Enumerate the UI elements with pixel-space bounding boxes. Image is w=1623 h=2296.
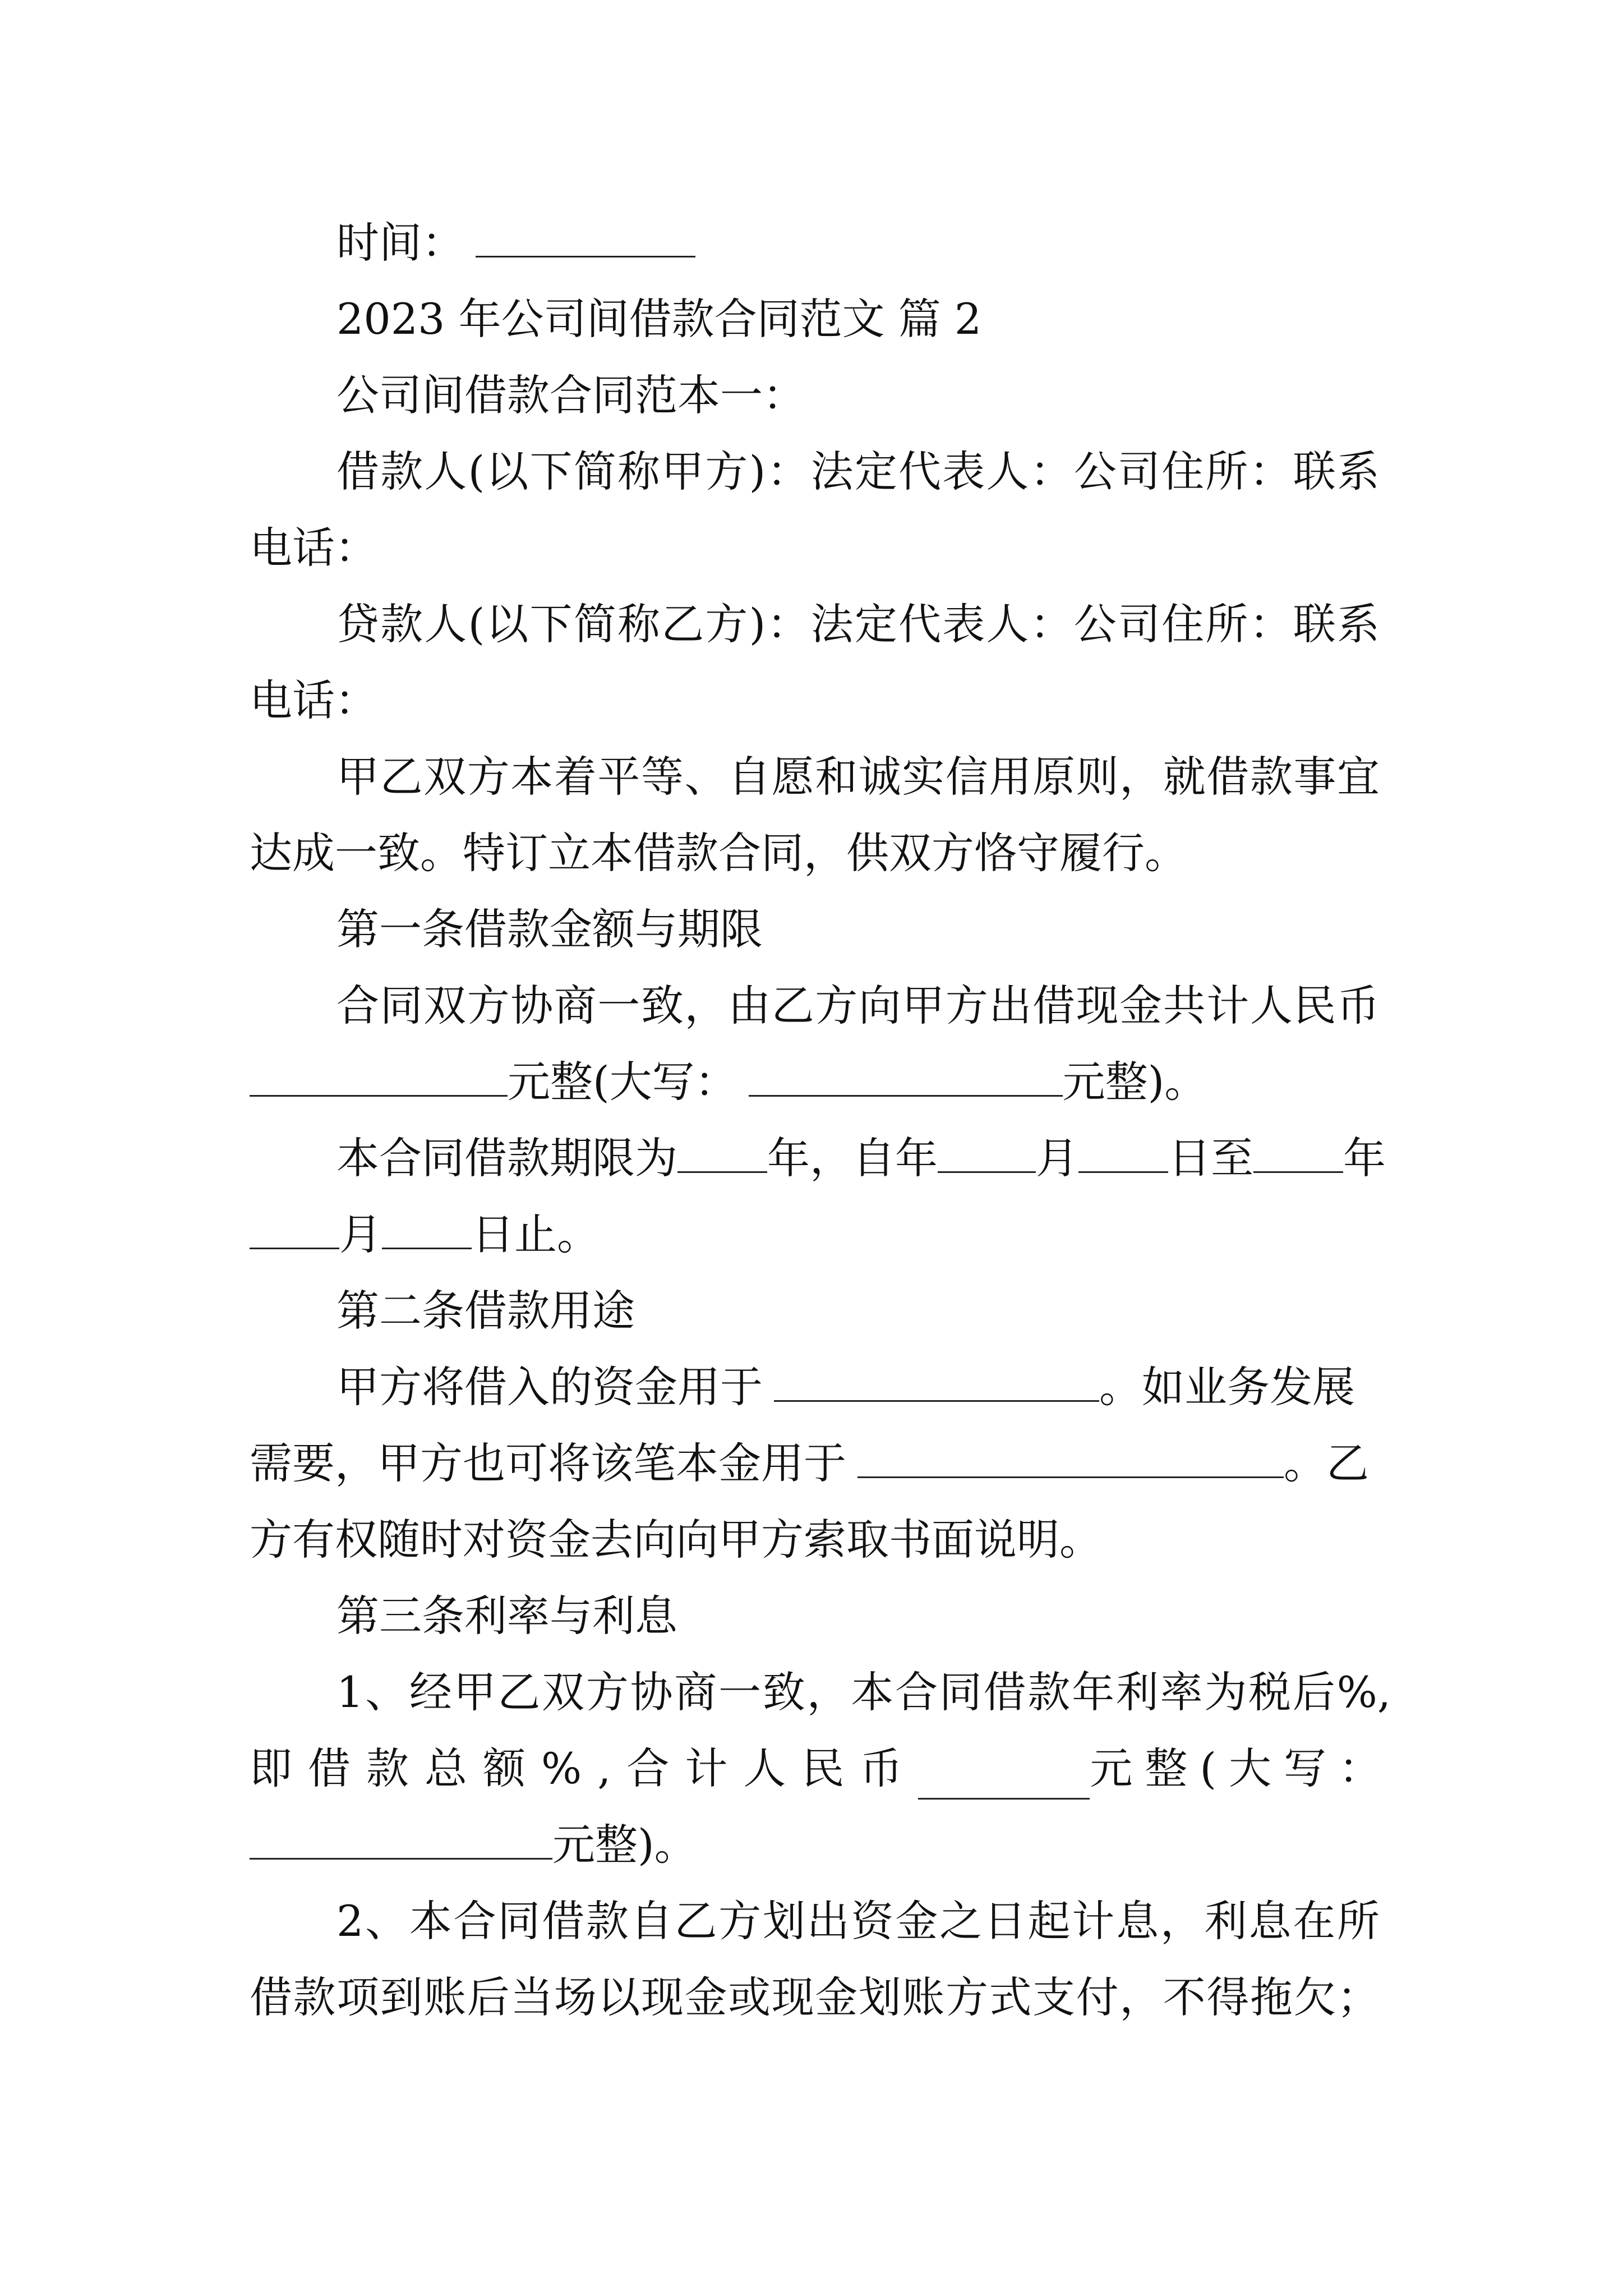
article-3-rate-line-2: 即借款总额%,合计人民币 元整(大写： bbox=[250, 1738, 1394, 1800]
article-1-amount-line-2: 元整(大写： 元整)。 bbox=[250, 1051, 1207, 1113]
article-2-line-1: 甲方将借入的资金用于 。如业务发展 bbox=[336, 1362, 1355, 1412]
lender-line-1: 贷款人(以下简称乙方)：法定代表人：公司住所：联系 bbox=[336, 599, 1380, 649]
article-1-title: 第一条借款金额与期限 bbox=[336, 904, 763, 954]
article-2-line-2: 需要，甲方也可将该笔本金用于 。乙 bbox=[250, 1438, 1369, 1488]
article-1-term-line-2: 月 日止。 bbox=[250, 1204, 600, 1266]
article-3-rate-line-1: 1、经甲乙双方协商一致，本合同借款年利率为税后%, bbox=[336, 1667, 1391, 1717]
article-2-line-3: 方有权随时对资金去向向甲方索取书面说明。 bbox=[250, 1515, 1102, 1565]
time-blank bbox=[476, 221, 695, 257]
time-line bbox=[336, 212, 695, 274]
article-3-payment-line-2: 借款项到账后当场以现金或现金划账方式支付，不得拖欠； bbox=[250, 1972, 1380, 2022]
lender-line-2: 电话： bbox=[250, 675, 377, 725]
sample-title: 公司间借款合同范本一： bbox=[336, 370, 805, 420]
document-title: 2023 年公司间借款合同范文 篇 2 bbox=[336, 294, 982, 344]
preamble-line-1: 甲乙双方本着平等、自愿和诚实信用原则，就借款事宜 bbox=[336, 752, 1380, 802]
interest-blank bbox=[918, 1763, 1090, 1800]
article-1-term-line-1: 本合同借款期限为 年，自年 月 日至 年 bbox=[336, 1133, 1386, 1183]
amount-words-blank bbox=[749, 1060, 1063, 1097]
interest-words-blank bbox=[250, 1823, 552, 1860]
borrower-line-1: 借款人(以下简称甲方)：法定代表人：公司住所：联系 bbox=[336, 447, 1380, 496]
article-3-rate-line-3: 元整)。 bbox=[250, 1814, 697, 1876]
borrower-line-2: 电话： bbox=[250, 523, 377, 573]
time-label: 时间： bbox=[336, 218, 464, 268]
article-1-amount-line-1: 合同双方协商一致，由乙方向甲方出借现金共计人民币 bbox=[336, 981, 1380, 1030]
preamble-line-2: 达成一致。特订立本借款合同，供双方恪守履行。 bbox=[250, 828, 1187, 878]
alt-purpose-blank bbox=[857, 1442, 1284, 1478]
amount-blank bbox=[250, 1060, 508, 1097]
article-3-title: 第三条利率与利息 bbox=[336, 1591, 677, 1641]
article-2-title: 第二条借款用途 bbox=[336, 1286, 635, 1336]
article-3-payment-line-1: 2、本合同借款自乙方划出资金之日起计息，利息在所 bbox=[336, 1896, 1380, 1946]
purpose-blank bbox=[774, 1365, 1099, 1402]
